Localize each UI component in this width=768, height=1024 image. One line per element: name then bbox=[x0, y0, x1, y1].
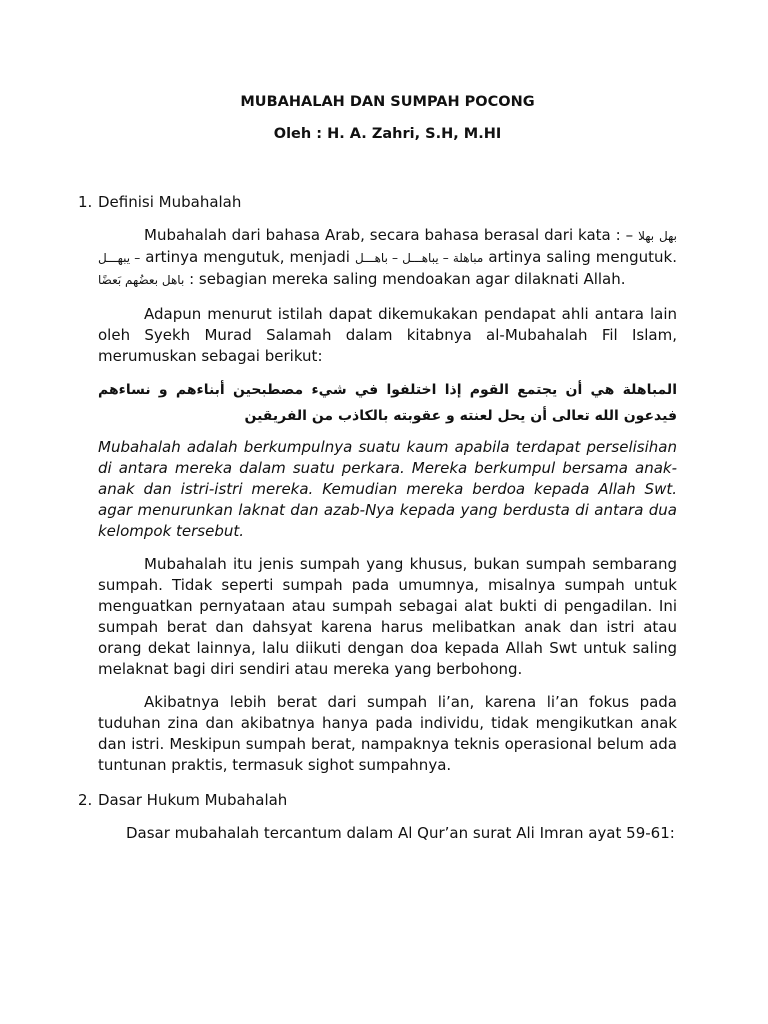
section-2-number: 2. bbox=[78, 791, 93, 809]
paragraph-definition-intro: Adapun menurut istilah dapat dikemukakan pendapat ahli antara lain oleh Syekh Murad Salamah dalam kitabnya al-Mubahalah Fil Islam, merumuskan sebagai berikut: bbox=[98, 305, 677, 365]
etymology-text-2: artinya mengutuk, menjadi bbox=[140, 248, 355, 266]
arabic-word-yabhalu: بهلا – يبهـــل bbox=[98, 229, 655, 265]
arabic-definition-quote: المباهلة هي أن يجتمع القوم إذا اختلفوا في شيء مصطبحين أبناءهم و نساءهم فيدعون الله تعالى أن يحل لعنته و عقوبته بالكاذب من الفريقين bbox=[98, 382, 677, 424]
definition-translation: Mubahalah adalah berkumpulnya suatu kaum apabila terdapat perselisihan di antara mereka dalam suatu perkara. Mereka berkumpul bersama anak-anak dan istri-istri mereka. Kemudian mereka berdoa kepada Allah Swt. agar menurunkan laknat dan azab-Nya kepada yang berdusta di antara dua kelompok tersebut. bbox=[98, 438, 677, 540]
arabic-word-bahala: بهل bbox=[659, 229, 677, 243]
paragraph-special-oath: Mubahalah itu jenis sumpah yang khusus, bukan sumpah sembarang sumpah. Tidak seperti sumpah pada umumnya, misalnya sumpah untuk menguatkan pernyataan atau sumpah sebagai alat bukti di pengadilan. Ini sumpah berat dan dahsyat karena harus melibatkan anak dan istri atau orang dekat lainnya, lalu diikuti dengan doa kepada Allah Swt untuk saling melaknat bagi diri sendiri atau mereka yang berbohong. bbox=[98, 555, 677, 678]
etymology-text-1: Mubahalah dari bahasa Arab, secara bahasa berasal dari kata : – bbox=[144, 226, 634, 244]
paragraph-etymology bbox=[98, 225, 677, 291]
document-author: Oleh : H. A. Zahri, S.H, M.HI bbox=[273, 126, 502, 142]
etymology-text-4: : sebagian mereka saling mendoakan agar dilaknati Allah. bbox=[184, 270, 626, 288]
section-1-heading bbox=[78, 192, 677, 212]
section-1-title: Definisi Mubahalah bbox=[98, 193, 242, 211]
section-2-title: Dasar Hukum Mubahalah bbox=[98, 791, 288, 809]
document-page bbox=[78, 92, 677, 844]
section-1-number: 1. bbox=[78, 193, 93, 211]
etymology-text-3: artinya saling mengutuk. bbox=[483, 248, 677, 266]
section-2-heading bbox=[78, 790, 677, 810]
arabic-word-mubahalah: مباهلة – يباهـــل – باهـــل bbox=[354, 251, 484, 265]
arabic-phrase-baahala: باهل بعضُهم بَعضًا bbox=[98, 273, 185, 287]
paragraph-lian-comparison: Akibatnya lebih berat dari sumpah li’an, karena li’an fokus pada tuduhan zina dan akibatnya hanya pada individu, tidak mengikutkan anak dan istri. Meskipun sumpah berat, nampaknya teknis operasional belum ada tuntunan praktis, termasuk sighot sumpahnya. bbox=[98, 693, 677, 774]
paragraph-legal-basis: Dasar mubahalah tercantum dalam Al Qur’an surat Ali Imran ayat 59-61: bbox=[126, 824, 675, 842]
document-title: MUBAHALAH DAN SUMPAH POCONG bbox=[240, 94, 535, 110]
